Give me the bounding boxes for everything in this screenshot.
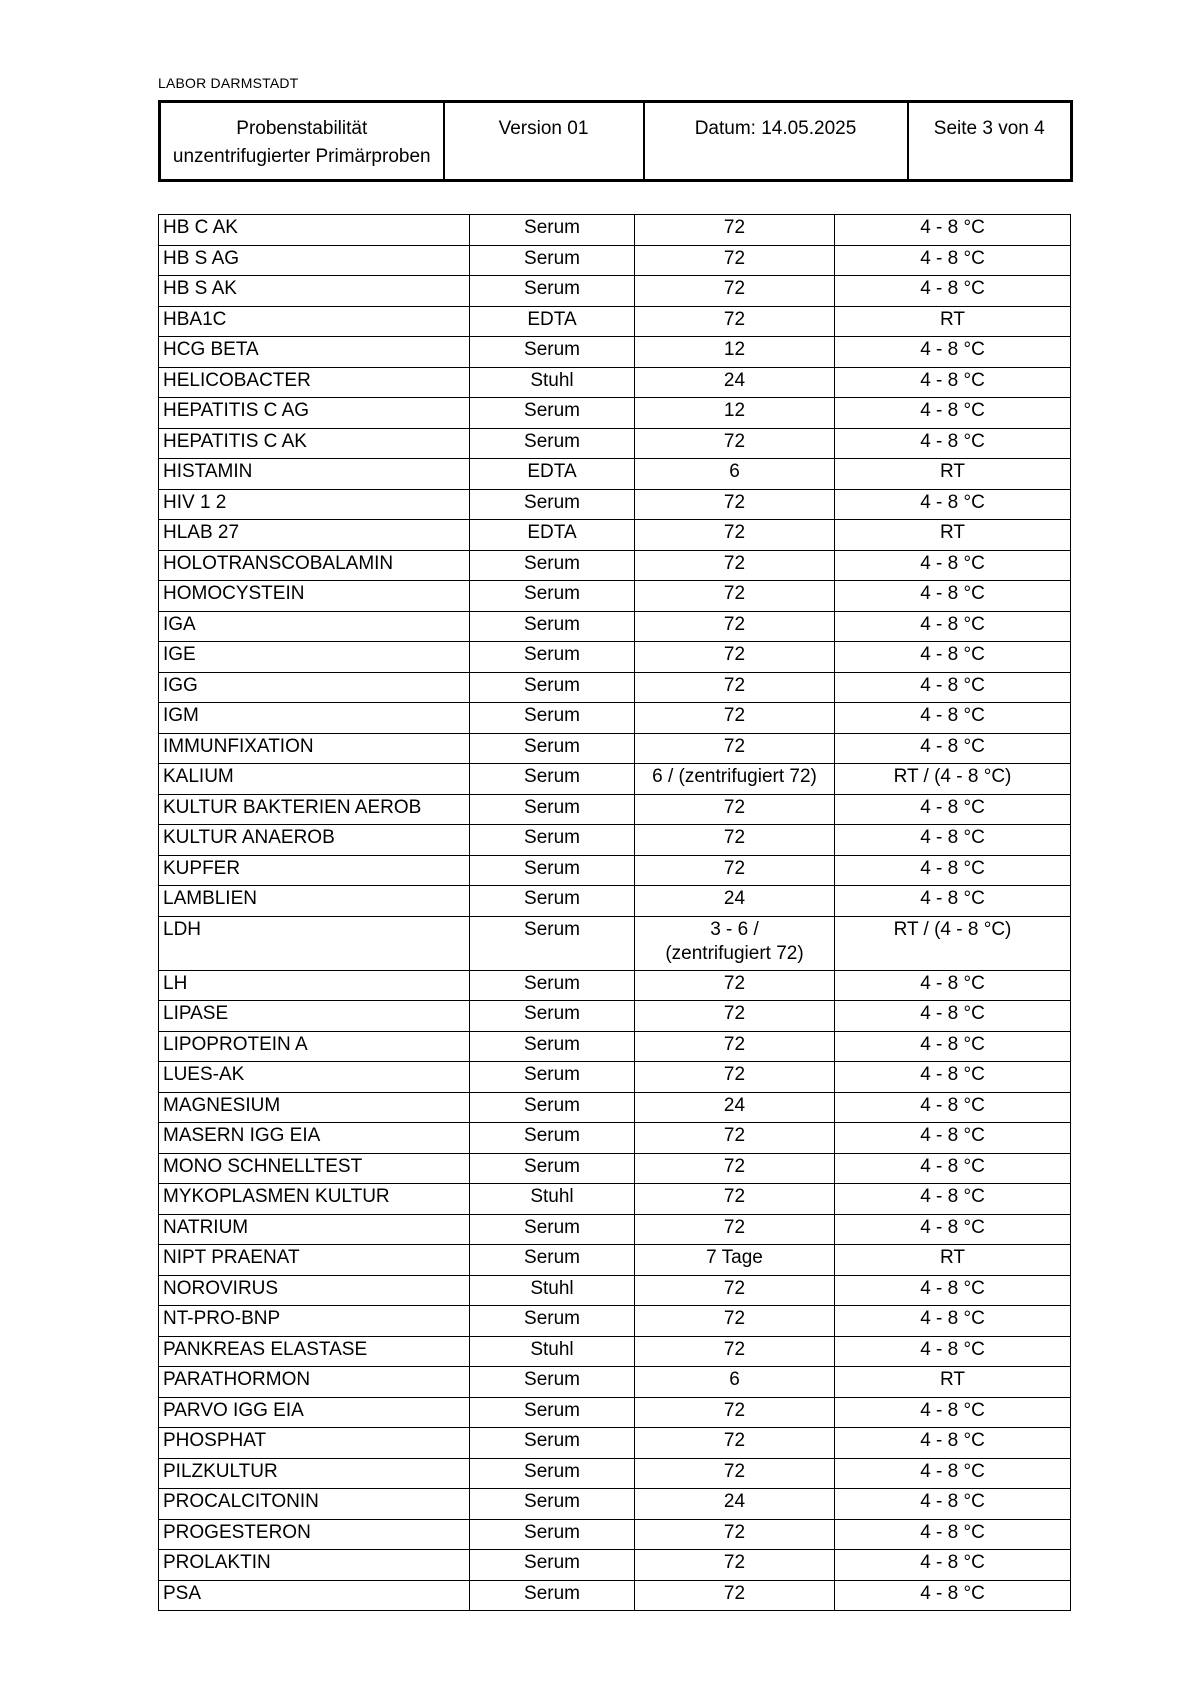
sample-material: Serum [470, 916, 635, 970]
stability-time: 72 [635, 1214, 835, 1245]
parameter-name: IGA [159, 611, 470, 642]
storage-temperature: 4 - 8 °C [835, 642, 1071, 673]
parameter-name: PILZKULTUR [159, 1458, 470, 1489]
sample-material: Serum [470, 1306, 635, 1337]
sample-material: Stuhl [470, 367, 635, 398]
parameter-name: MYKOPLASMEN KULTUR [159, 1184, 470, 1215]
table-row [159, 428, 1071, 459]
document-title-line1: Probenstabilität [236, 118, 368, 139]
sample-material: Serum [470, 428, 635, 459]
table-row [159, 306, 1071, 337]
table-row [159, 855, 1071, 886]
parameter-name: HCG BETA [159, 337, 470, 368]
stability-time: 72 [635, 520, 835, 551]
storage-temperature: 4 - 8 °C [835, 1275, 1071, 1306]
stability-time: 72 [635, 1001, 835, 1032]
parameter-name: PHOSPHAT [159, 1428, 470, 1459]
document-title-line2: unzentrifugierter Primärproben [172, 146, 431, 167]
document-version: Version 01 [444, 102, 644, 181]
table-row [159, 1580, 1071, 1611]
storage-temperature: 4 - 8 °C [835, 825, 1071, 856]
stability-time: 12 [635, 337, 835, 368]
sample-material: Serum [470, 215, 635, 246]
sample-material: Serum [470, 550, 635, 581]
sample-material: Serum [470, 1458, 635, 1489]
stability-table [158, 214, 1071, 1611]
parameter-name: PROLAKTIN [159, 1550, 470, 1581]
stability-time-line2: (zentrifugiert 72) [665, 942, 804, 964]
parameter-name: HB C AK [159, 215, 470, 246]
storage-temperature: 4 - 8 °C [835, 1092, 1071, 1123]
sample-material: Serum [470, 1580, 635, 1611]
stability-time: 72 [635, 276, 835, 307]
storage-temperature: 4 - 8 °C [835, 550, 1071, 581]
parameter-name: MONO SCHNELLTEST [159, 1153, 470, 1184]
parameter-name: HIV 1 2 [159, 489, 470, 520]
table-row [159, 1031, 1071, 1062]
storage-temperature: 4 - 8 °C [835, 215, 1071, 246]
stability-time: 72 [635, 855, 835, 886]
table-row [159, 611, 1071, 642]
table-row [159, 794, 1071, 825]
parameter-name: IGM [159, 703, 470, 734]
table-row [159, 1306, 1071, 1337]
sample-material: Serum [470, 1092, 635, 1123]
stability-time: 72 [635, 1550, 835, 1581]
table-row [159, 276, 1071, 307]
table-row [159, 1336, 1071, 1367]
parameter-name: PROGESTERON [159, 1519, 470, 1550]
stability-time: 72 [635, 1458, 835, 1489]
parameter-name: KULTUR ANAEROB [159, 825, 470, 856]
sample-material: Serum [470, 970, 635, 1001]
storage-temperature: RT [835, 1245, 1071, 1276]
table-row [159, 550, 1071, 581]
stability-time: 72 [635, 794, 835, 825]
table-row [159, 1062, 1071, 1093]
storage-temperature: 4 - 8 °C [835, 398, 1071, 429]
parameter-name: MASERN IGG EIA [159, 1123, 470, 1154]
sample-material: EDTA [470, 520, 635, 551]
storage-temperature: RT [835, 306, 1071, 337]
sample-material: Serum [470, 672, 635, 703]
parameter-name: LDH [159, 916, 470, 970]
sample-material: Serum [470, 825, 635, 856]
stability-time: 6 [635, 1367, 835, 1398]
table-row [159, 1001, 1071, 1032]
page-number: Seite 3 von 4 [908, 102, 1072, 181]
sample-material: Serum [470, 611, 635, 642]
parameter-name: PSA [159, 1580, 470, 1611]
parameter-name: KUPFER [159, 855, 470, 886]
table-row [159, 1184, 1071, 1215]
parameter-name: LIPOPROTEIN A [159, 1031, 470, 1062]
storage-temperature: RT [835, 459, 1071, 490]
parameter-name: LH [159, 970, 470, 1001]
sample-material: Serum [470, 489, 635, 520]
sample-material: Serum [470, 1397, 635, 1428]
stability-time: 12 [635, 398, 835, 429]
table-row [159, 1397, 1071, 1428]
stability-time: 72 [635, 428, 835, 459]
table-row [159, 398, 1071, 429]
stability-time: 72 [635, 672, 835, 703]
sample-material: Serum [470, 337, 635, 368]
stability-time: 72 [635, 215, 835, 246]
storage-temperature: 4 - 8 °C [835, 1580, 1071, 1611]
sample-material: Serum [470, 703, 635, 734]
storage-temperature: 4 - 8 °C [835, 1336, 1071, 1367]
parameter-name: HEPATITIS C AG [159, 398, 470, 429]
document-header [158, 100, 1073, 182]
stability-time: 72 [635, 1397, 835, 1428]
stability-time: 72 [635, 1062, 835, 1093]
storage-temperature: 4 - 8 °C [835, 1519, 1071, 1550]
sample-material: Serum [470, 398, 635, 429]
sample-material: Serum [470, 764, 635, 795]
storage-temperature: 4 - 8 °C [835, 428, 1071, 459]
document-date: Datum: 14.05.2025 [644, 102, 908, 181]
parameter-name: LAMBLIEN [159, 886, 470, 917]
stability-time [635, 916, 835, 970]
sample-material: Serum [470, 1001, 635, 1032]
sample-material: Serum [470, 1123, 635, 1154]
sample-material: Serum [470, 794, 635, 825]
parameter-name: PANKREAS ELASTASE [159, 1336, 470, 1367]
sample-material: Stuhl [470, 1336, 635, 1367]
stability-time: 72 [635, 1275, 835, 1306]
stability-time: 6 [635, 459, 835, 490]
sample-material: Serum [470, 245, 635, 276]
table-row [159, 703, 1071, 734]
storage-temperature: 4 - 8 °C [835, 672, 1071, 703]
stability-time: 72 [635, 1031, 835, 1062]
storage-temperature: 4 - 8 °C [835, 1306, 1071, 1337]
sample-material: Serum [470, 886, 635, 917]
stability-time: 72 [635, 1184, 835, 1215]
stability-time: 72 [635, 581, 835, 612]
sample-material: Serum [470, 1245, 635, 1276]
table-row [159, 1458, 1071, 1489]
parameter-name: NOROVIRUS [159, 1275, 470, 1306]
sample-material: Serum [470, 276, 635, 307]
stability-time: 72 [635, 1428, 835, 1459]
sample-material: EDTA [470, 306, 635, 337]
sample-material: Serum [470, 1519, 635, 1550]
table-row [159, 1367, 1071, 1398]
sample-material: Stuhl [470, 1184, 635, 1215]
parameter-name: HISTAMIN [159, 459, 470, 490]
stability-time: 72 [635, 306, 835, 337]
table-row [159, 1092, 1071, 1123]
storage-temperature: 4 - 8 °C [835, 703, 1071, 734]
stability-time: 24 [635, 1092, 835, 1123]
table-row [159, 1153, 1071, 1184]
storage-temperature: 4 - 8 °C [835, 276, 1071, 307]
table-row [159, 459, 1071, 490]
table-row [159, 970, 1071, 1001]
table-row [159, 1123, 1071, 1154]
storage-temperature: 4 - 8 °C [835, 794, 1071, 825]
table-row [159, 215, 1071, 246]
table-row [159, 245, 1071, 276]
lab-name: LABOR DARMSTADT [158, 75, 299, 91]
table-row [159, 337, 1071, 368]
table-row [159, 520, 1071, 551]
parameter-name: HOMOCYSTEIN [159, 581, 470, 612]
storage-temperature: 4 - 8 °C [835, 1397, 1071, 1428]
stability-time-line1: 3 - 6 / [710, 918, 759, 940]
parameter-name: HLAB 27 [159, 520, 470, 551]
stability-time: 72 [635, 489, 835, 520]
table-row [159, 1245, 1071, 1276]
stability-time: 72 [635, 1336, 835, 1367]
stability-time: 72 [635, 733, 835, 764]
stability-time: 24 [635, 886, 835, 917]
storage-temperature: 4 - 8 °C [835, 245, 1071, 276]
storage-temperature: 4 - 8 °C [835, 1001, 1071, 1032]
table-row [159, 642, 1071, 673]
parameter-name: LUES-AK [159, 1062, 470, 1093]
parameter-name: NIPT PRAENAT [159, 1245, 470, 1276]
storage-temperature: 4 - 8 °C [835, 855, 1071, 886]
stability-time: 72 [635, 1519, 835, 1550]
storage-temperature: RT [835, 520, 1071, 551]
parameter-name: HOLOTRANSCOBALAMIN [159, 550, 470, 581]
stability-time: 72 [635, 611, 835, 642]
table-row [159, 1214, 1071, 1245]
stability-time: 6 / (zentrifugiert 72) [635, 764, 835, 795]
table-row [159, 489, 1071, 520]
parameter-name: MAGNESIUM [159, 1092, 470, 1123]
table-row [159, 764, 1071, 795]
parameter-name: NATRIUM [159, 1214, 470, 1245]
stability-time: 72 [635, 1580, 835, 1611]
storage-temperature: 4 - 8 °C [835, 733, 1071, 764]
stability-time: 72 [635, 1306, 835, 1337]
stability-time: 72 [635, 970, 835, 1001]
parameter-name: IMMUNFIXATION [159, 733, 470, 764]
sample-material: EDTA [470, 459, 635, 490]
storage-temperature: 4 - 8 °C [835, 1184, 1071, 1215]
table-row [159, 1428, 1071, 1459]
table-row [159, 1275, 1071, 1306]
table-row [159, 886, 1071, 917]
storage-temperature: RT / (4 - 8 °C) [835, 916, 1071, 970]
storage-temperature: 4 - 8 °C [835, 611, 1071, 642]
stability-time: 72 [635, 703, 835, 734]
table-row [159, 1550, 1071, 1581]
sample-material: Serum [470, 1214, 635, 1245]
storage-temperature: 4 - 8 °C [835, 1123, 1071, 1154]
sample-material: Serum [470, 1062, 635, 1093]
parameter-name: HELICOBACTER [159, 367, 470, 398]
sample-material: Serum [470, 733, 635, 764]
table-row [159, 581, 1071, 612]
table-row [159, 672, 1071, 703]
storage-temperature: 4 - 8 °C [835, 886, 1071, 917]
document-title [160, 102, 444, 181]
storage-temperature: 4 - 8 °C [835, 1489, 1071, 1520]
storage-temperature: 4 - 8 °C [835, 1458, 1071, 1489]
storage-temperature: 4 - 8 °C [835, 1062, 1071, 1093]
stability-time: 72 [635, 1153, 835, 1184]
stability-table-body [159, 215, 1071, 1611]
parameter-name: IGE [159, 642, 470, 673]
parameter-name: LIPASE [159, 1001, 470, 1032]
table-row [159, 733, 1071, 764]
parameter-name: IGG [159, 672, 470, 703]
sample-material: Serum [470, 1367, 635, 1398]
sample-material: Serum [470, 855, 635, 886]
sample-material: Serum [470, 642, 635, 673]
stability-time: 7 Tage [635, 1245, 835, 1276]
stability-time: 72 [635, 245, 835, 276]
storage-temperature: 4 - 8 °C [835, 1031, 1071, 1062]
stability-time: 72 [635, 642, 835, 673]
table-row [159, 367, 1071, 398]
parameter-name: HB S AK [159, 276, 470, 307]
sample-material: Serum [470, 581, 635, 612]
stability-time: 72 [635, 550, 835, 581]
sample-material: Serum [470, 1031, 635, 1062]
storage-temperature: 4 - 8 °C [835, 367, 1071, 398]
parameter-name: KULTUR BAKTERIEN AEROB [159, 794, 470, 825]
table-row [159, 825, 1071, 856]
sample-material: Serum [470, 1428, 635, 1459]
storage-temperature: 4 - 8 °C [835, 970, 1071, 1001]
parameter-name: HEPATITIS C AK [159, 428, 470, 459]
sample-material: Serum [470, 1489, 635, 1520]
parameter-name: PARATHORMON [159, 1367, 470, 1398]
storage-temperature: 4 - 8 °C [835, 1153, 1071, 1184]
storage-temperature: 4 - 8 °C [835, 337, 1071, 368]
parameter-name: HBA1C [159, 306, 470, 337]
parameter-name: HB S AG [159, 245, 470, 276]
parameter-name: PROCALCITONIN [159, 1489, 470, 1520]
stability-time: 72 [635, 1123, 835, 1154]
storage-temperature: 4 - 8 °C [835, 1428, 1071, 1459]
storage-temperature: 4 - 8 °C [835, 1214, 1071, 1245]
storage-temperature: 4 - 8 °C [835, 581, 1071, 612]
stability-time: 72 [635, 825, 835, 856]
table-row [159, 1489, 1071, 1520]
storage-temperature: RT [835, 1367, 1071, 1398]
parameter-name: KALIUM [159, 764, 470, 795]
sample-material: Serum [470, 1153, 635, 1184]
sample-material: Stuhl [470, 1275, 635, 1306]
table-row [159, 916, 1071, 970]
stability-time: 24 [635, 367, 835, 398]
storage-temperature: 4 - 8 °C [835, 1550, 1071, 1581]
parameter-name: PARVO IGG EIA [159, 1397, 470, 1428]
stability-time: 24 [635, 1489, 835, 1520]
sample-material: Serum [470, 1550, 635, 1581]
parameter-name: NT-PRO-BNP [159, 1306, 470, 1337]
storage-temperature: RT / (4 - 8 °C) [835, 764, 1071, 795]
storage-temperature: 4 - 8 °C [835, 489, 1071, 520]
table-row [159, 1519, 1071, 1550]
